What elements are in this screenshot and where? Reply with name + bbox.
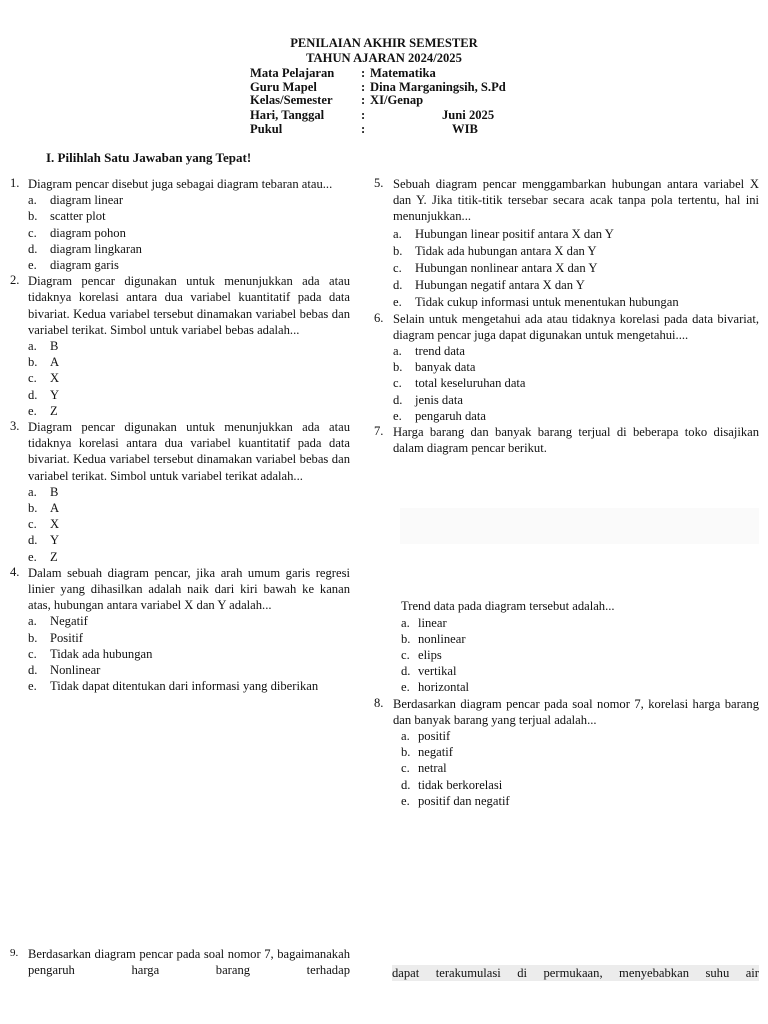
- option-a[interactable]: a. positif: [401, 729, 451, 744]
- meta-colon: :: [361, 80, 366, 94]
- options-list: [28, 192, 350, 273]
- question-text: Selain untuk mengetahui ada atau tidaknya korelasi pada data bivariat, diagram pencar juga dapat digunakan untuk mengetahui....: [393, 311, 759, 342]
- option-c[interactable]: c. netral: [401, 761, 447, 776]
- option-d[interactable]: d. tidak berkorelasi: [401, 777, 503, 792]
- options-list: [393, 226, 759, 311]
- question-number: 7.: [374, 424, 384, 439]
- question-number: 9.: [10, 947, 19, 959]
- meta-value: WIB: [452, 122, 478, 136]
- meta-colon: :: [361, 66, 366, 80]
- option-b[interactable]: b. scatter plot: [28, 209, 106, 224]
- question-8: [374, 696, 759, 809]
- meta-colon: :: [361, 108, 366, 122]
- option-b[interactable]: b. Positif: [28, 630, 83, 645]
- section-title: I. Pilihlah Satu Jawaban yang Tepat!: [46, 150, 252, 165]
- option-d[interactable]: d. Nonlinear: [28, 663, 101, 678]
- option-a[interactable]: a. trend data: [393, 344, 465, 359]
- option-d[interactable]: d. Hubungan negatif antara X dan Y: [393, 277, 585, 292]
- meta-value: XI/Genap: [370, 93, 424, 107]
- question-text: Diagram pencar digunakan untuk menunjukkan ada atau tidaknya korelasi antara dua variabel kuantitatif pada data bivariat. Kedua variabel tersebut dinamakan variabel bebas dan variabel terikat. Simbol untuk variabel bebas adalah...: [28, 274, 350, 337]
- meta-label: Hari, Tanggal: [250, 108, 325, 122]
- option-d[interactable]: d. Y: [28, 387, 60, 402]
- option-e[interactable]: e. Tidak dapat ditentukan dari informasi yang diberikan: [28, 679, 319, 694]
- option-c[interactable]: c. X: [28, 517, 60, 532]
- question-number: 2.: [10, 273, 20, 288]
- meta-value: Dina Marganingsih, S.Pd: [370, 80, 506, 94]
- question-followup: Trend data pada diagram tersebut adalah...: [401, 599, 615, 614]
- option-c[interactable]: c. Hubungan nonlinear antara X dan Y: [393, 260, 598, 275]
- meta-value: Matematika: [370, 66, 436, 80]
- question-text: Diagram pencar digunakan untuk menunjukkan ada atau tidaknya korelasi antara dua variabel kuantitatif pada data bivariat. Kedua variabel tersebut dinamakan variabel bebas dan variabel terikat. Simbol untuk variabel terikat adalah...: [28, 420, 350, 483]
- option-a[interactable]: a. linear: [401, 615, 447, 630]
- option-e[interactable]: e. Tidak cukup informasi untuk menentukan hubungan: [393, 294, 679, 309]
- options-list: [28, 613, 350, 694]
- option-e[interactable]: e. pengaruh data: [393, 408, 486, 423]
- option-b[interactable]: b. banyak data: [393, 360, 476, 375]
- options-list: [401, 615, 759, 696]
- option-a[interactable]: a. diagram linear: [28, 193, 124, 208]
- option-b[interactable]: b. Tidak ada hubungan antara X dan Y: [393, 243, 597, 258]
- option-c[interactable]: c. total keseluruhan data: [393, 376, 526, 391]
- option-e[interactable]: e. Z: [28, 403, 58, 418]
- meta-colon: :: [361, 122, 366, 136]
- question-number: 1.: [10, 176, 20, 190]
- meta-label: Guru Mapel: [250, 80, 317, 94]
- option-a[interactable]: a. Hubungan linear positif antara X dan Y: [393, 226, 614, 241]
- option-c[interactable]: c. X: [28, 371, 60, 386]
- option-a[interactable]: a. Negatif: [28, 614, 88, 629]
- meta-label: Pukul: [250, 122, 283, 136]
- exam-title: PENILAIAN AKHIR SEMESTER: [290, 36, 478, 50]
- question-6: [374, 311, 759, 424]
- scatter-chart-placeholder: [374, 456, 759, 598]
- right-column: [374, 176, 759, 809]
- option-e[interactable]: e. diagram garis: [28, 258, 119, 273]
- options-list: [28, 484, 350, 565]
- option-c[interactable]: c. Tidak ada hubungan: [28, 646, 153, 661]
- question-9: [10, 946, 350, 978]
- option-b[interactable]: b. negatif: [401, 745, 453, 760]
- question-number: 4.: [10, 564, 20, 579]
- question-text: Berdasarkan diagram pencar pada soal nomor 7, korelasi harga barang dan banyak barang yang terjual adalah...: [393, 696, 759, 727]
- image-area: [400, 508, 759, 544]
- stray-text-line: dapat terakumulasi di permukaan, menyebabkan suhu air: [392, 966, 759, 980]
- question-5: [374, 176, 759, 311]
- option-d[interactable]: d. Y: [28, 533, 60, 548]
- question-3: [10, 419, 350, 565]
- meta-label: Kelas/Semester: [250, 93, 333, 107]
- option-d[interactable]: d. vertikal: [401, 664, 457, 679]
- question-number: 6.: [374, 310, 384, 325]
- meta-colon: :: [361, 93, 366, 107]
- question-1: [10, 176, 350, 273]
- question-number: 5.: [374, 176, 384, 190]
- left-column: [10, 176, 350, 695]
- option-b[interactable]: b. A: [28, 501, 60, 516]
- question-text: Sebuah diagram pencar menggambarkan hubungan antara variabel X dan Y. Jika titik-titik tersebar secara acak tanpa pola tertentu, hal ini menunjukkan...: [393, 177, 759, 224]
- question-text: Berdasarkan diagram pencar pada soal nomor 7, bagaimanakah pengaruh harga barang terhadap: [28, 947, 350, 978]
- option-a[interactable]: a. B: [28, 484, 59, 499]
- question-number: 8.: [374, 695, 384, 710]
- options-list: [393, 343, 759, 424]
- option-e[interactable]: e. Z: [28, 549, 58, 564]
- question-text: Harga barang dan banyak barang terjual di beberapa toko disajikan dalam diagram pencar berikut.: [393, 425, 759, 456]
- option-b[interactable]: b. nonlinear: [401, 631, 466, 646]
- option-a[interactable]: a. B: [28, 339, 59, 354]
- question-number: 3.: [10, 419, 20, 434]
- meta-label: Mata Pelajaran: [250, 66, 335, 80]
- option-e[interactable]: e. horizontal: [401, 680, 470, 695]
- option-d[interactable]: d. jenis data: [393, 392, 463, 407]
- meta-value: Juni 2025: [442, 108, 495, 122]
- option-d[interactable]: d. diagram lingkaran: [28, 241, 142, 256]
- options-list: [28, 338, 350, 419]
- question-4: [10, 565, 350, 695]
- question-7: [374, 424, 759, 696]
- option-c[interactable]: c. elips: [401, 648, 442, 663]
- question-text: Diagram pencar disebut juga sebagai diagram tebaran atau...: [28, 177, 333, 191]
- options-list: [401, 728, 759, 809]
- option-b[interactable]: b. A: [28, 355, 60, 370]
- option-e[interactable]: e. positif dan negatif: [401, 793, 510, 808]
- option-c[interactable]: c. diagram pohon: [28, 225, 126, 240]
- question-2: [10, 273, 350, 419]
- question-text: Dalam sebuah diagram pencar, jika arah umum garis regresi linier yang dihasilkan adalah naik dari kiri bawah ke kanan atas, hubungan antara variabel X dan Y adalah...: [28, 565, 350, 613]
- academic-year: TAHUN AJARAN 2024/2025: [306, 51, 462, 65]
